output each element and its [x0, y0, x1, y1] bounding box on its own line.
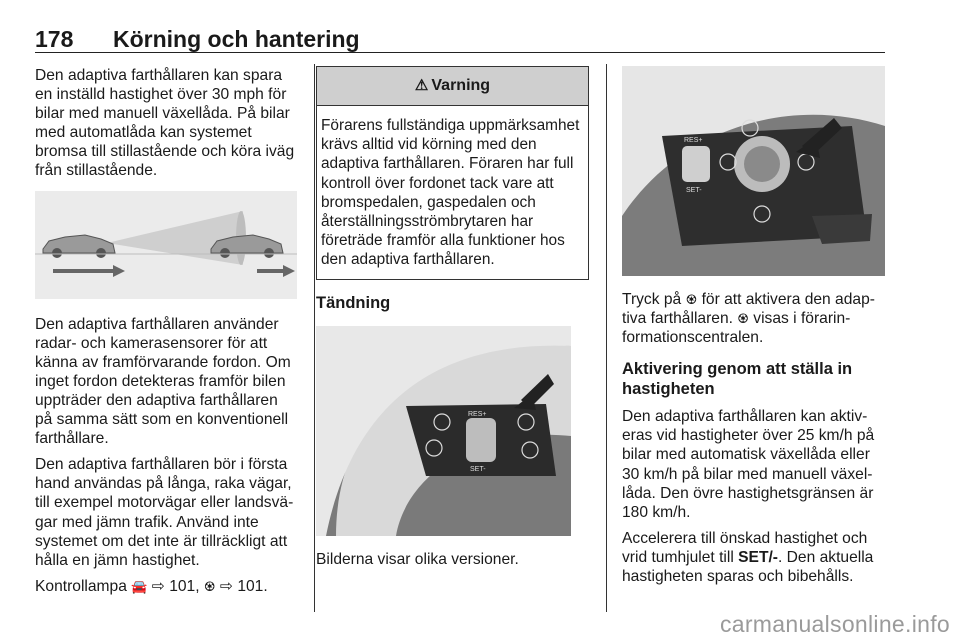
column-1	[35, 66, 299, 603]
adaptive-cruise-icon: ♼	[203, 578, 216, 594]
paragraph-set-speed: Accelerera till önskad hastighet och vrid tumhjulet till SET/-. Den aktuella hastigheten sparas och bibehålls.	[622, 529, 874, 586]
page-header	[35, 22, 885, 52]
svg-text:RES+: RES+	[684, 137, 703, 144]
paragraph-usage: Den adaptiva farthållaren bör i första hand användas på långa, raka vägar, till exempel motorvägar eller landsvägar med jämn trafik. Använd inte systemet om det inte är tillräckligt att hålla en jämn hastighet.	[35, 456, 294, 569]
reference-arrow-icon: ⇨	[219, 577, 233, 595]
section-heading-ignition: Tändning	[316, 293, 391, 312]
set-label: SET-	[470, 465, 486, 473]
radar-figure	[35, 191, 297, 299]
steering-wheel-figure-1	[316, 326, 571, 536]
column-divider-left	[314, 64, 315, 612]
watermark: carmanualsonline.info	[719, 611, 950, 637]
set-button-label: SET/-	[738, 548, 778, 566]
warning-box	[316, 66, 589, 280]
rear-car-icon	[43, 235, 115, 258]
column-3	[622, 66, 888, 593]
steering-wheel-illustration	[316, 326, 571, 536]
radar-illustration	[35, 191, 297, 299]
page-reference[interactable]: 101	[237, 577, 264, 595]
warning-title: Varning	[431, 77, 491, 95]
svg-text:SET-: SET-	[686, 187, 702, 194]
warning-triangle-icon: ⚠	[414, 77, 429, 95]
figure-caption: Bilderna visar olika versioner.	[316, 550, 519, 568]
page-number: 178	[35, 26, 74, 52]
page-title: Körning och hantering	[113, 26, 360, 52]
reference-arrow-icon: ⇨	[151, 577, 165, 595]
warning-text: Förarens fullständiga uppmärksamhet krävs alltid vid körning med den adaptiva farthållaren. Föraren har full kontroll över fordonet tack vare att bromspedalen, gaspedalen och återställningsströmbrytaren har företräde framför alla funktioner hos den adaptiva farthållaren.	[321, 117, 580, 269]
adaptive-cruise-icon: ♼	[737, 311, 749, 327]
paragraph-speed-limits: Den adaptiva farthållaren kan aktiveras vid hastigheter över 25 km/h på bilar med automatisk växellåda eller 30 km/h på bilar med manuell växellåda. Den övre hastighetsgränsen är 180 km/h.	[622, 408, 875, 521]
column-2	[316, 66, 592, 576]
column-divider-right	[606, 64, 607, 612]
paragraph-intro: Den adaptiva farthållaren kan spara en inställd hastighet över 30 mph för bilar med manuell växellåda. På bilar med automatlåda kan systemet bromsa till stillastående och köra iväg från stillastående.	[35, 67, 295, 180]
adaptive-cruise-icon: ♼	[685, 292, 698, 307]
car-icon: 🚘	[131, 578, 148, 594]
steering-wheel-controls-illustration	[622, 66, 885, 276]
paragraph-activate: Tryck på ♼ för att aktivera den adaptiva farthållaren. ♼ visas i förarinformationscentralen.	[622, 291, 875, 347]
paragraph-sensors: Den adaptiva farthållaren använder radar- och kamerasensorer för att känna av framförvarande fordon. Om inget fordon detekteras framför bilen uppträder den adaptiva farthållaren på samma sätt som en konventionell farthållare.	[35, 315, 291, 448]
header-rule	[35, 52, 885, 53]
paragraph-control-lamp: Kontrollampa 🚘 ⇨ 101, ♼ ⇨ 101.	[35, 577, 268, 595]
page-reference[interactable]: 101	[169, 577, 196, 595]
warning-header	[317, 67, 588, 106]
res-label: RES+	[468, 410, 487, 418]
steering-wheel-figure-2	[622, 66, 885, 276]
section-heading-activation: Aktivering genom att ställa in hastigheten	[622, 360, 853, 399]
